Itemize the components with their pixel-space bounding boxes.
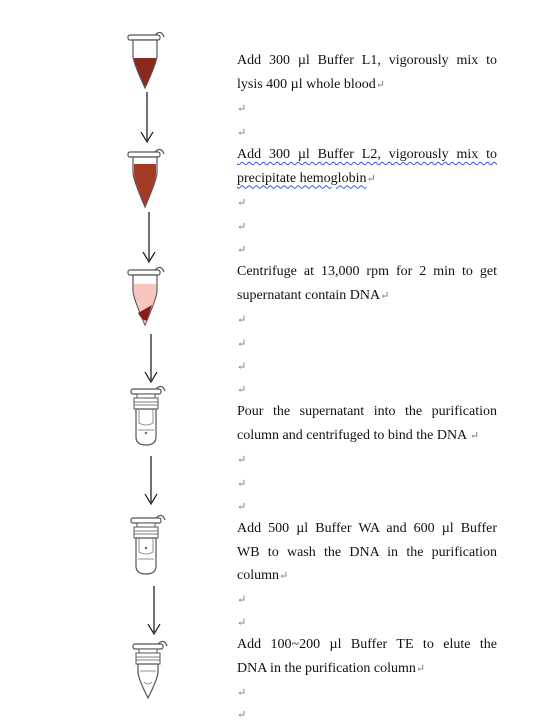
paragraph-mark: ↵ [237,244,247,256]
down-arrow-icon [141,212,157,264]
step-6-line-1-text: Add 100~200 µl Buffer TE to elute the [237,637,497,652]
paragraph-mark: ↵ [237,197,247,209]
paragraph-mark: ↵ [237,478,247,490]
step-6-text [237,633,497,681]
step-5-text [237,517,497,589]
paragraph-mark: ↵ [237,127,247,139]
paragraph-mark: ↵ [237,454,247,466]
elution-column-icon [130,638,170,702]
step-6-line-2-text: DNA in the purification column [237,660,416,676]
paragraph-mark: ↵ [237,384,247,396]
paragraph-mark: ↵ [237,594,247,606]
step-1-line-1 [237,49,497,73]
step-3-line-1-text: Centrifuge at 13,000 rpm for 2 min to get [237,264,497,279]
down-arrow-icon [146,586,162,636]
spin-column-icon [128,512,168,580]
paragraph-mark: ↵ [375,78,385,91]
tube-blood-icon [125,147,165,211]
step-5-line-1-text: Add 500 µl Buffer WA and 600 µl Buffer [237,521,497,536]
step-4-text [237,400,497,448]
step-2-text [237,143,497,191]
tube-blood-icon [125,30,165,92]
paragraph-mark: ↵ [237,314,247,326]
step-4-line-2-text: column and centrifuged to bind the DNA [237,427,467,443]
step-2-line-2-text: precipitate hemoglobin [237,170,367,186]
paragraph-mark: ↵ [237,501,247,513]
paragraph-mark: ↵ [415,662,426,675]
paragraph-mark: ↵ [237,617,247,629]
down-arrow-icon [143,456,159,506]
paragraph-mark: ↵ [380,289,390,302]
step-4-line-1-text: Pour the supernatant into the purification [237,404,497,419]
paragraph-mark: ↵ [469,429,480,442]
down-arrow-icon [143,334,159,384]
step-1-text [237,49,497,97]
paragraph-mark: ↵ [237,709,247,721]
paragraph-mark: ↵ [237,361,247,373]
paragraph-mark: ↵ [237,103,247,115]
paragraph-mark: ↵ [366,172,376,185]
step-1-line-2-text: lysis 400 µl whole blood [237,76,376,92]
paragraph-mark: ↵ [237,221,247,233]
step-3-line-2-text: supernatant contain DNA [237,287,381,303]
step-5-line-2-text: WB to wash the DNA in the purification [237,544,497,560]
step-1-line-1-text: Add 300 µl Buffer L1, vigorously mix to [237,53,497,68]
step-2-line-1-text: Add 300 µl Buffer L2, vigorously mix to [237,147,497,162]
tube-supernatant-icon [125,265,165,329]
down-arrow-icon [139,92,155,144]
step-5-line-3-text: column [237,568,279,583]
paragraph-mark: ↵ [237,687,247,699]
paragraph-mark: ↵ [237,338,247,350]
spin-column-icon [128,383,168,451]
step-3-text [237,260,497,308]
paragraph-mark: ↵ [279,570,289,582]
